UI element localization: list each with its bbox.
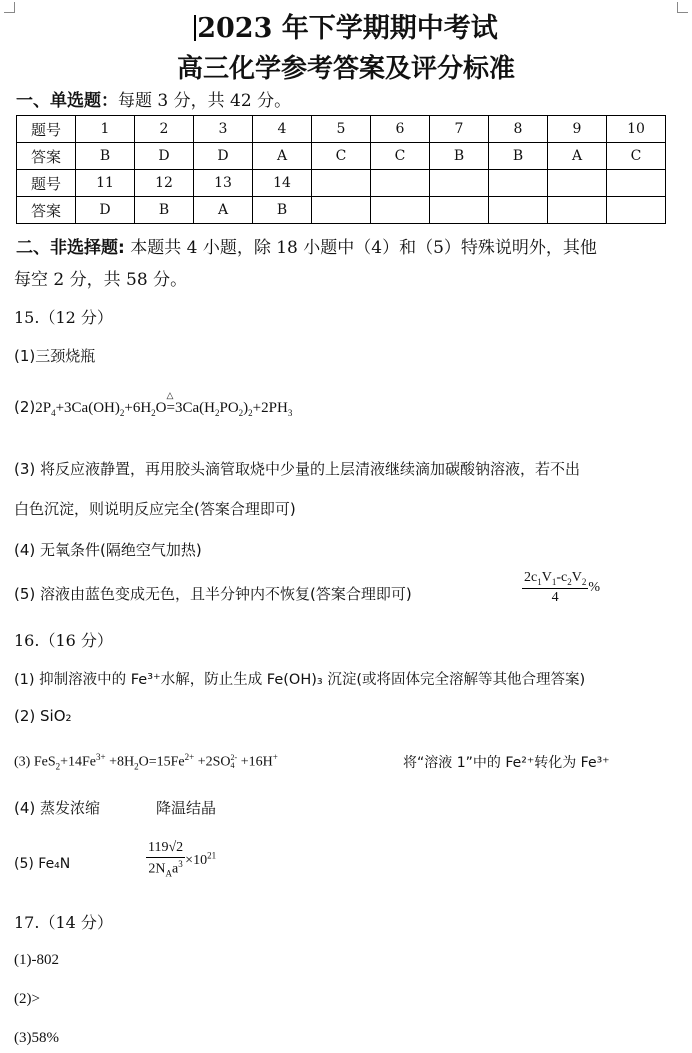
- table-cell: C: [312, 143, 371, 170]
- table-cell: 14: [253, 170, 312, 197]
- doc-subtitle: 高三化学参考答案及评分标准: [176, 54, 515, 84]
- q17-heading: 17.（14 分）: [14, 913, 113, 932]
- table-cell: 4: [253, 116, 312, 143]
- table-cell: B: [430, 143, 489, 170]
- table-cell: 10: [607, 116, 666, 143]
- table-cell: 11: [76, 170, 135, 197]
- q15-answer-5: (5) 溶液由蓝色变成无色，且半分钟内不恢复(答案合理即可): [14, 585, 412, 603]
- answer-table: [16, 115, 666, 224]
- text-cursor: [194, 15, 196, 41]
- q16-answer-3: (3) $FeS_2+14Fe^{3+} +8H_2O=15Fe^{2+} +2SO2-$ 4 +16H+: [14, 752, 278, 772]
- table-cell: [548, 170, 607, 197]
- q16-answer-4-part2: 降温结晶: [156, 799, 217, 817]
- table-cell: [430, 197, 489, 224]
- table-cell: 12: [135, 170, 194, 197]
- table-cell: B: [489, 143, 548, 170]
- reaction-equation: $2P_4+3Ca(OH)_2+6H_2O=$ △ $3Ca(H_2PO_2)_2+2PH_3$: [35, 390, 293, 418]
- table-cell: C: [607, 143, 666, 170]
- table-cell: [312, 170, 371, 197]
- table-cell: A: [548, 143, 607, 170]
- answer-prefix: (2): [14, 398, 36, 416]
- table-cell: B: [135, 197, 194, 224]
- table-cell: [489, 170, 548, 197]
- table-cell: 3: [194, 116, 253, 143]
- q16-answer-3-note: 将“溶液 1”中的 Fe²⁺转化为 Fe³⁺: [403, 755, 610, 771]
- fraction: $\frac{119√2}{2N_Aa^3}$: [148, 840, 184, 879]
- table-cell: 6: [371, 116, 430, 143]
- q15-answer-3-line1: (3) 将反应液静置，再用胶头滴管取烧中少量的上层清液继续滴加碳酸钠溶液，若不出: [14, 460, 581, 478]
- q17-answer-2: (2)>: [14, 991, 40, 1007]
- table-cell: 2: [135, 116, 194, 143]
- q17-answer-3: (3)58%: [14, 1030, 59, 1046]
- q15-answer-2: [14, 390, 293, 418]
- table-cell: 13: [194, 170, 253, 197]
- q16-heading: 16.（16 分）: [14, 631, 113, 650]
- row-label: 答案: [17, 197, 76, 224]
- table-cell: [548, 197, 607, 224]
- table-cell: A: [194, 197, 253, 224]
- table-cell: [607, 170, 666, 197]
- row-label: 题号: [17, 170, 76, 197]
- table-cell: D: [135, 143, 194, 170]
- row-label: 答案: [17, 143, 76, 170]
- q16-formula: $\frac{119√2}{2N_Aa^3}$ $\times 10^{21}$: [148, 840, 217, 879]
- table-cell: D: [76, 197, 135, 224]
- doc-title: 2023 年下学期期中考试: [0, 6, 692, 45]
- table-cell: A: [253, 143, 312, 170]
- section-2-desc-cont: 每空 2 分，共 58 分。: [14, 270, 188, 290]
- table-cell: [371, 170, 430, 197]
- section-1-label: 一、单选题：: [16, 91, 118, 111]
- table-cell: C: [371, 143, 430, 170]
- table-cell: 8: [489, 116, 548, 143]
- q16-answer-4-part1: (4) 蒸发浓缩: [14, 799, 101, 817]
- section-2-heading: [16, 233, 597, 258]
- q17-answer-1: (1)-802: [14, 952, 59, 968]
- section-1-desc: 每题 3 分，共 42 分。: [118, 91, 292, 111]
- q16-answer-1: (1) 抑制溶液中的 Fe³⁺水解，防止生成 Fe(OH)₃ 沉淀(或将固体完全溶解等其他合理答案): [14, 672, 586, 688]
- q15-heading: 15.（12 分）: [14, 308, 113, 327]
- table-cell: D: [194, 143, 253, 170]
- q16-answer-2: (2) SiO₂: [14, 707, 72, 725]
- table-row: [17, 197, 666, 224]
- table-row: [17, 170, 666, 197]
- q15-formula: $\frac{2c_1V_1-c_2V_2}{4}$ %: [524, 570, 601, 605]
- section-1-heading: [16, 86, 291, 111]
- table-cell: 1: [76, 116, 135, 143]
- table-cell: [371, 197, 430, 224]
- table-cell: B: [76, 143, 135, 170]
- table-cell: [312, 197, 371, 224]
- q15-answer-4: (4) 无氧条件(隔绝空气加热): [14, 541, 202, 559]
- table-cell: 7: [430, 116, 489, 143]
- section-2-desc: 本题共 4 小题，除 18 小题中（4）和（5）特殊说明外，其他: [124, 238, 597, 258]
- table-row: [17, 116, 666, 143]
- table-cell: B: [253, 197, 312, 224]
- table-cell: [430, 170, 489, 197]
- q16-answer-5: (5) Fe₄N: [14, 856, 71, 872]
- row-label: 题号: [17, 116, 76, 143]
- table-cell: [489, 197, 548, 224]
- q15-answer-1: (1)三颈烧瓶: [14, 347, 96, 365]
- table-row: [17, 143, 666, 170]
- table-cell: 5: [312, 116, 371, 143]
- table-cell: [607, 197, 666, 224]
- section-2-label: 二、非选择题:: [16, 238, 125, 258]
- table-cell: 9: [548, 116, 607, 143]
- fraction: $\frac{2c_1V_1-c_2V_2}{4}$: [524, 570, 587, 605]
- q15-answer-3-line2: 白色沉淀，则说明反应完全(答案合理即可): [14, 500, 296, 518]
